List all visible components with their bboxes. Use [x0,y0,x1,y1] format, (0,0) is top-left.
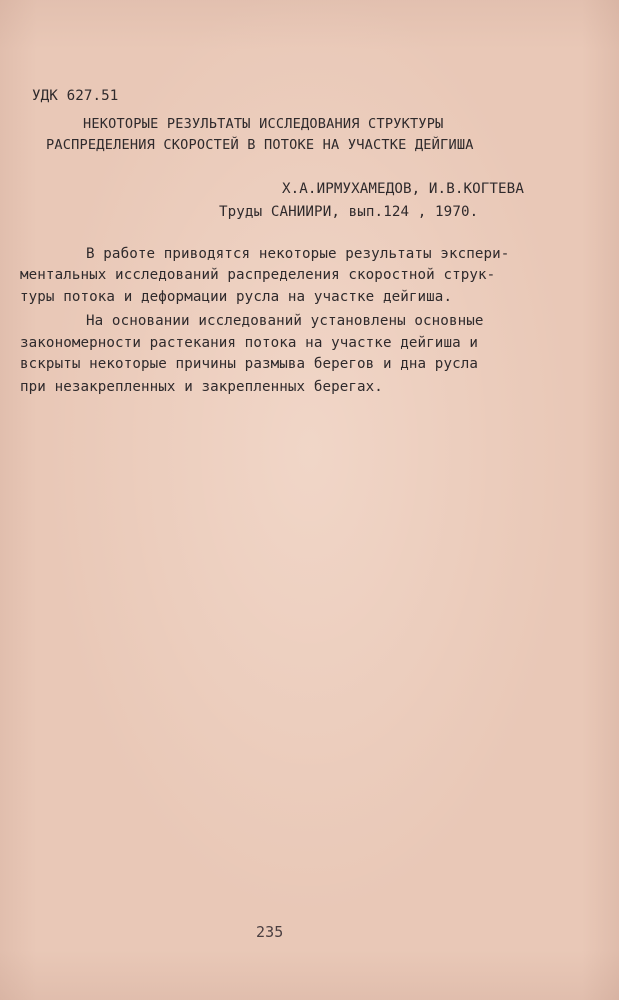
abstract-line-2: ментальных исследований распределения скоростной струк- [20,267,496,283]
title-line-1: НЕКОТОРЫЕ РЕЗУЛЬТАТЫ ИССЛЕДОВАНИЯ СТРУКТУРЫ [83,116,444,132]
abstract-line-7: при незакрепленных и закрепленных берегах. [20,379,383,395]
abstract-line-1: В работе приводятся некоторые результаты экспери- [86,246,510,262]
page-number: 235 [256,923,284,941]
title-line-2: РАСПРЕДЕЛЕНИЯ СКОРОСТЕЙ В ПОТОКЕ НА УЧАСТКЕ ДЕЙГИША [46,137,474,153]
abstract-line-4: На основании исследований установлены основные [86,313,484,329]
authors: Х.А.ИРМУХАМЕДОВ, И.В.КОГТЕВА [282,181,524,197]
abstract-line-3: туры потока и деформации русла на участке дейгиша. [20,289,453,305]
publication-source: Труды САНИИРИ, вып.124 , 1970. [219,204,479,220]
udk-code: УДК 627.51 [32,88,119,104]
abstract-line-5: закономерности растекания потока на участке дейгиша и [20,335,479,351]
abstract-line-6: вскрыты некоторые причины размыва берегов и дна русла [20,356,479,372]
